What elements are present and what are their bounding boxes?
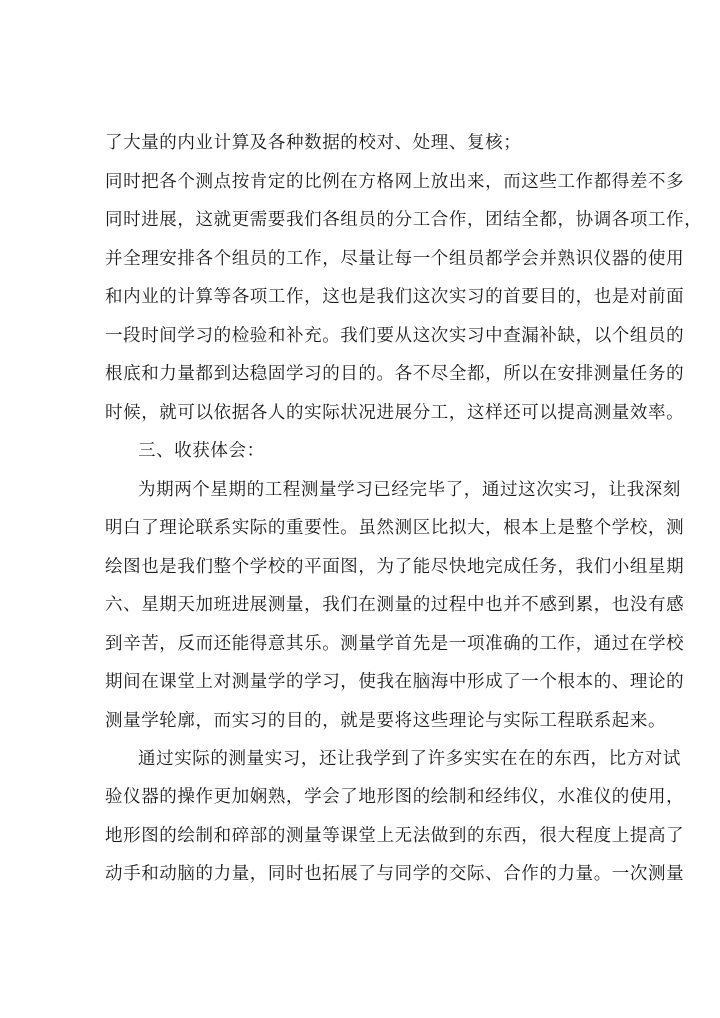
paragraph-first-line: 通过实际的测量实习，还让我学到了许多实实在在的东西，比方对试	[138, 749, 681, 769]
text-line: 和内业的计算等各项工作，这也是我们这次实习的首要目的，也是对前面	[105, 287, 685, 307]
text-line: 明白了理论联系实际的重要性。虽然测区比拟大，根本上是整个学校，测	[105, 518, 685, 538]
text-line: 根底和力量都到达稳固学习的目的。各不尽全都，所以在安排测量任务的	[105, 364, 685, 384]
text-line: 并全理安排各个组员的工作，尽量让每一个组员都学会并熟识仪器的使用	[105, 249, 685, 269]
text-line: 地形图的绘制和碎部的测量等课堂上无法做到的东西，很大程度上提高了	[105, 826, 685, 846]
text-line: 期间在课堂上对测量学的学习，使我在脑海中形成了一个根本的、理论的	[105, 672, 685, 692]
text-line: 测量学轮廓，而实习的目的，就是要将这些理论与实际工程联系起来。	[105, 711, 667, 731]
text-line: 同时把各个测点按肯定的比例在方格网上放出来，而这些工作都得差不多	[105, 172, 685, 192]
text-line: 动手和动脑的力量，同时也拓展了与同学的交际、合作的力量。一次测量	[105, 864, 685, 884]
text-line: 六、星期天加班进展测量，我们在测量的过程中也并不感到累，也没有感	[105, 595, 685, 615]
text-line: 了大量的内业计算及各种数据的校对、处理、复核；	[105, 133, 522, 153]
paragraph-first-line: 为期两个星期的工程测量学习已经完毕了，通过这次实习，让我深刻	[138, 480, 681, 500]
text-line: 验仪器的操作更加娴熟，学会了地形图的绘制和经纬仪，水准仪的使用，	[105, 787, 685, 807]
text-line: 时候，就可以依据各人的实际状况进展分工，这样还可以提高测量效率。	[105, 403, 685, 423]
text-line: 一段时间学习的检验和补充。我们要从这次实习中查漏补缺，以个组员的	[105, 326, 685, 346]
text-line: 到辛苦，反而还能得意其乐。测量学首先是一项准确的工作，通过在学校	[105, 634, 685, 654]
text-line: 绘图也是我们整个学校的平面图，为了能尽快地完成任务，我们小组星期	[105, 557, 685, 577]
text-line: 同时进展，这就更需要我们各组员的分工合作，团结全都，协调各项工作，	[105, 210, 703, 230]
section-heading: 三、收获体会：	[138, 441, 265, 461]
